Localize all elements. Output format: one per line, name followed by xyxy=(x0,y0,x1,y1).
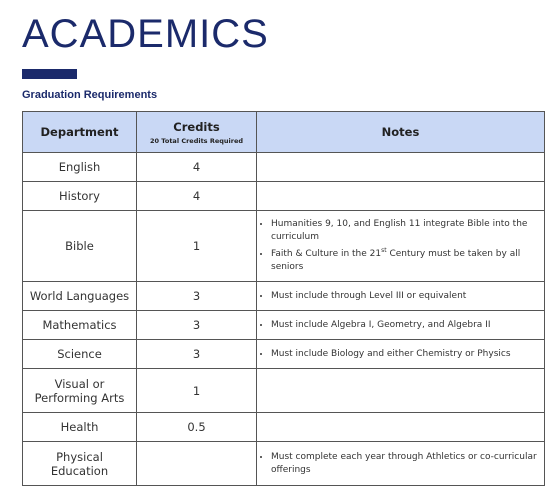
department-cell: History xyxy=(23,182,137,211)
note-item: • Must include Biology and either Chemistry or Physics xyxy=(271,348,540,361)
credits-cell: 3 xyxy=(137,340,257,369)
notes-cell xyxy=(257,442,545,486)
notes-list xyxy=(261,218,540,274)
note-item: • Faith & Culture in the 21st Century must be taken by all seniors xyxy=(271,244,540,274)
department-cell: Science xyxy=(23,340,137,369)
notes-list xyxy=(261,348,540,361)
table-row xyxy=(23,340,545,369)
table-header-row xyxy=(23,112,545,153)
credits-cell: 0.5 xyxy=(137,413,257,442)
notes-cell xyxy=(257,182,545,211)
credits-cell xyxy=(137,442,257,486)
notes-list xyxy=(261,290,540,303)
table-row xyxy=(23,182,545,211)
table-row xyxy=(23,153,545,182)
table-row xyxy=(23,211,545,282)
table-row xyxy=(23,282,545,311)
table-row xyxy=(23,442,545,486)
table-row xyxy=(23,311,545,340)
note-item: • Must include Algebra I, Geometry, and Algebra II xyxy=(271,319,540,332)
credits-cell: 3 xyxy=(137,282,257,311)
note-item: • Humanities 9, 10, and English 11 integrate Bible into the curriculum xyxy=(271,218,540,244)
department-cell: Visual or Performing Arts xyxy=(23,369,137,413)
notes-list xyxy=(261,319,540,332)
graduation-requirements-table xyxy=(22,111,545,486)
page-title: ACADEMICS xyxy=(22,12,269,56)
header-notes: Notes xyxy=(257,112,545,153)
title-underline-bar xyxy=(22,69,77,79)
credits-cell: 3 xyxy=(137,311,257,340)
credits-cell: 1 xyxy=(137,369,257,413)
credits-cell: 4 xyxy=(137,182,257,211)
notes-cell xyxy=(257,340,545,369)
note-item: • Must include through Level III or equivalent xyxy=(271,290,540,303)
department-cell: Bible xyxy=(23,211,137,282)
notes-cell xyxy=(257,311,545,340)
notes-cell xyxy=(257,413,545,442)
notes-cell xyxy=(257,369,545,413)
header-department: Department xyxy=(23,112,137,153)
note-item: • Must complete each year through Athletics or co-curricular offerings xyxy=(271,451,540,477)
department-cell: Mathematics xyxy=(23,311,137,340)
notes-cell xyxy=(257,211,545,282)
header-credits-subtitle: 20 Total Credits Required xyxy=(149,136,244,145)
credits-cell: 4 xyxy=(137,153,257,182)
section-subtitle: Graduation Requirements xyxy=(22,89,158,101)
department-cell: World Languages xyxy=(23,282,137,311)
credits-cell: 1 xyxy=(137,211,257,282)
header-credits: Credits 20 Total Credits Required xyxy=(137,112,257,153)
department-cell: Health xyxy=(23,413,137,442)
department-cell: English xyxy=(23,153,137,182)
department-cell: Physical Education xyxy=(23,442,137,486)
notes-list xyxy=(261,451,540,477)
notes-cell xyxy=(257,282,545,311)
notes-cell xyxy=(257,153,545,182)
table-row xyxy=(23,413,545,442)
table-row xyxy=(23,369,545,413)
